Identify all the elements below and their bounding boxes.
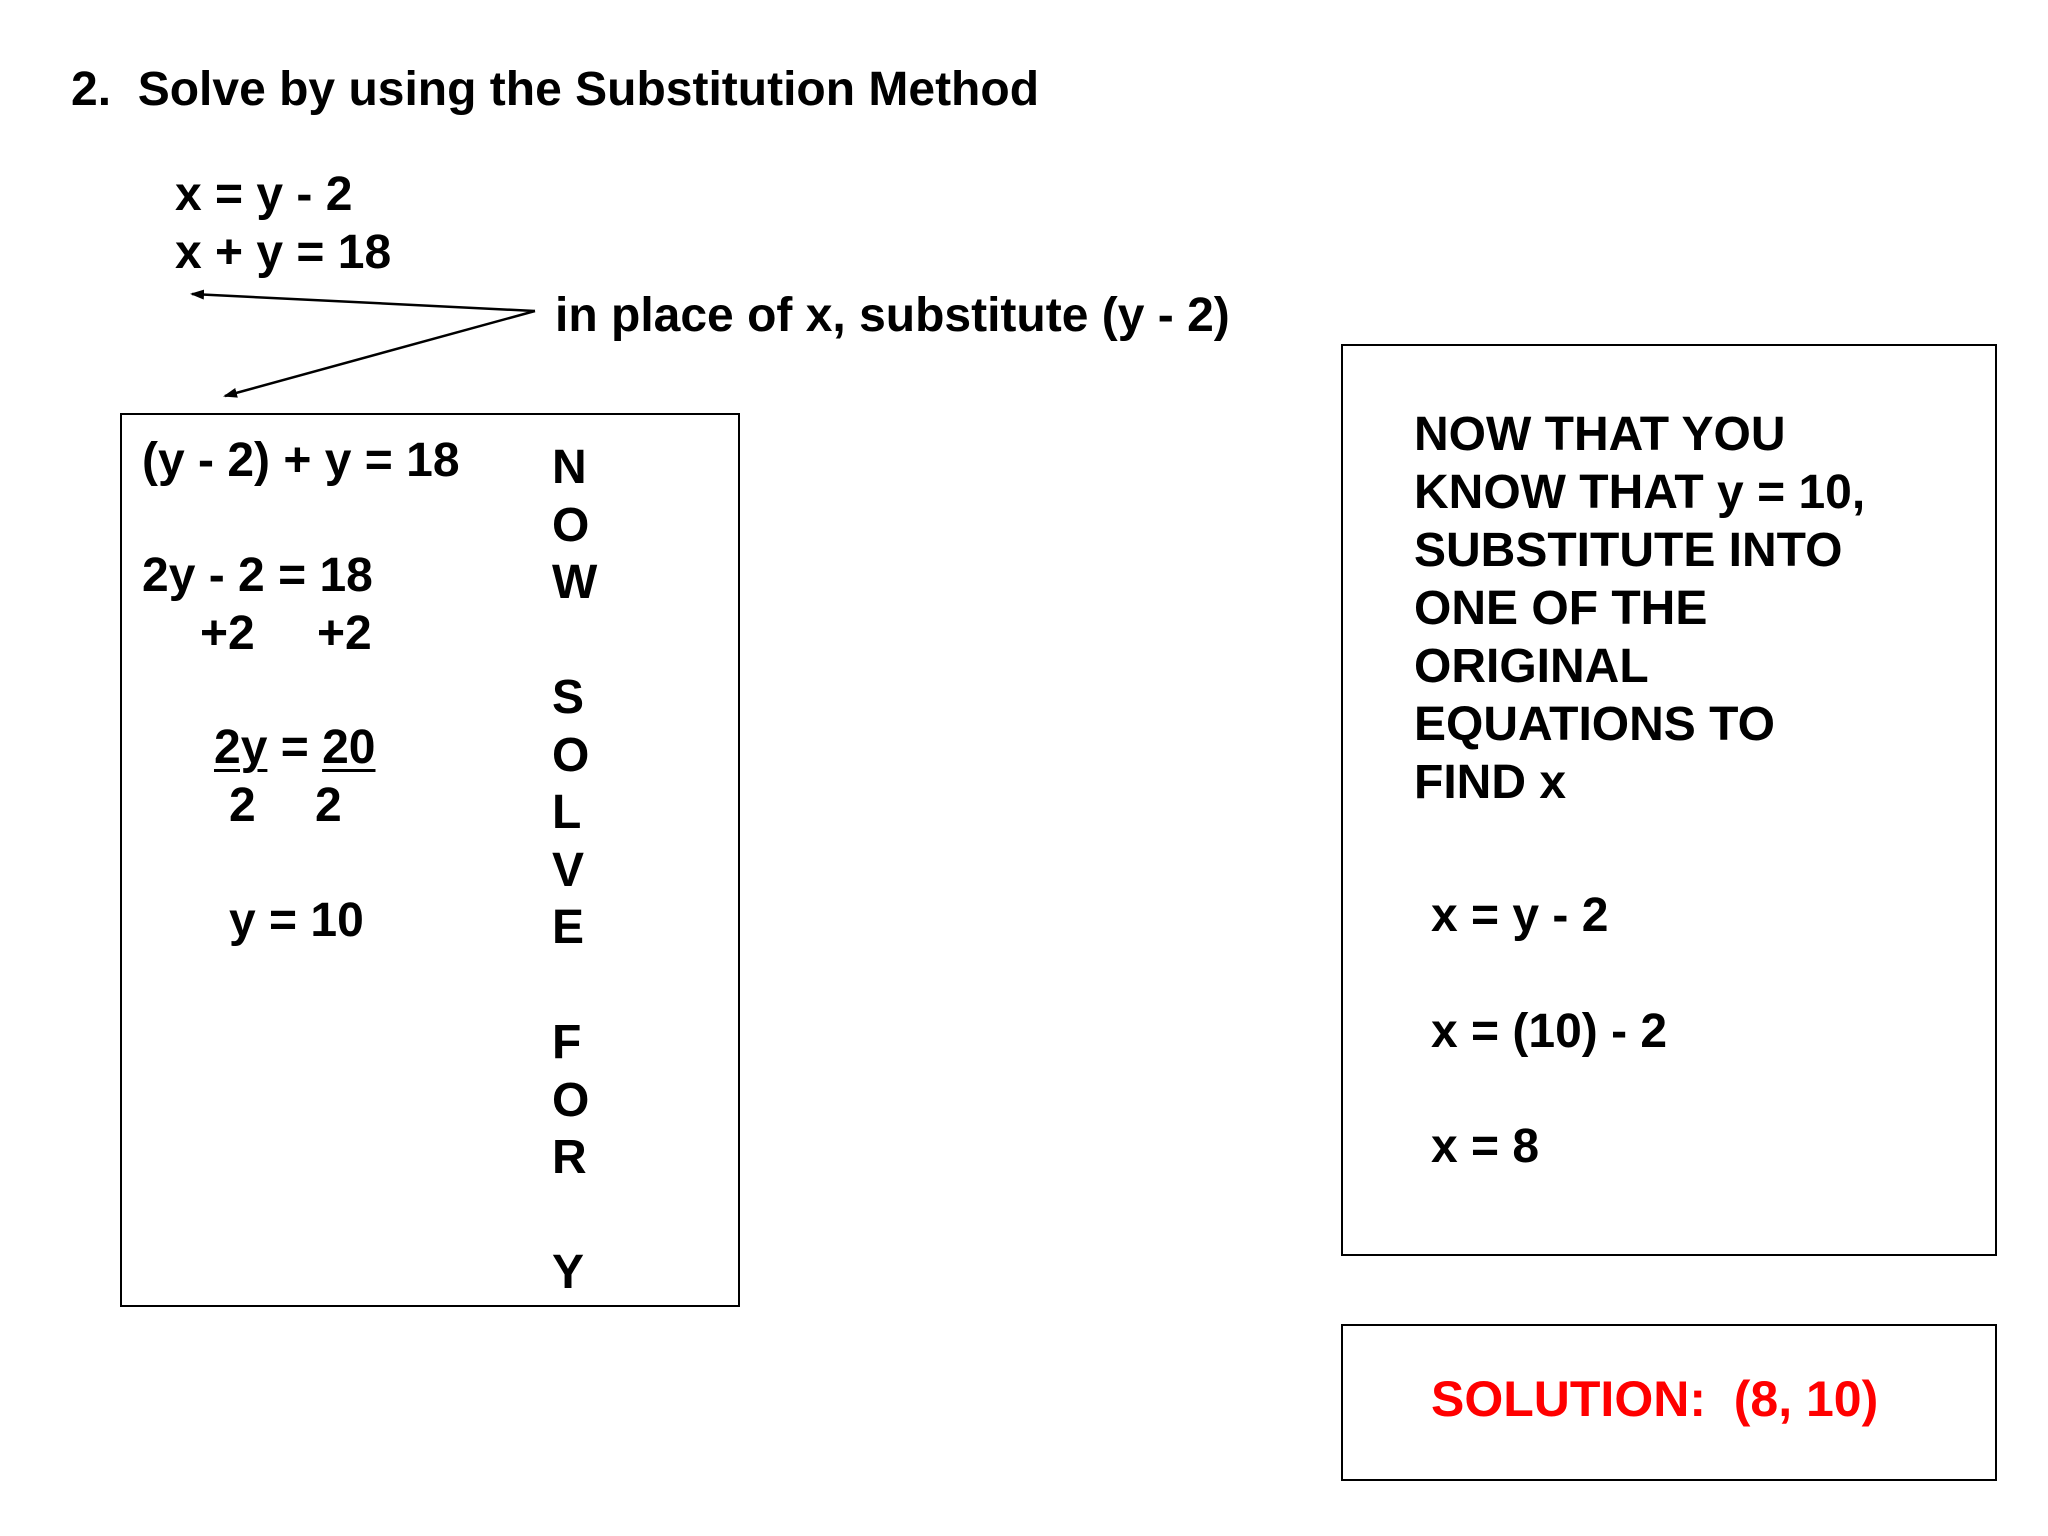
work-step-3-right: +2 — [317, 607, 372, 660]
next-step-line-1: x = y - 2 — [1431, 889, 1609, 942]
work-step-4-denominator-left: 2 — [229, 779, 256, 832]
clipped-char: W — [552, 556, 598, 609]
equals-sign: = — [267, 721, 323, 774]
work-step-5: y = 10 — [229, 894, 364, 947]
solution-text: SOLUTION: (8, 10) — [1431, 1371, 1879, 1427]
numerator-right: 20 — [322, 721, 376, 774]
work-step-4-numerator — [214, 720, 375, 776]
next-step-line-2: x = (10) - 2 — [1431, 1005, 1668, 1058]
work-step-3-left: +2 — [200, 607, 255, 660]
work-step-1: (y - 2) + y = 18 — [142, 434, 460, 487]
arrow-to-equation — [192, 294, 535, 311]
clipped-char: F — [552, 1016, 582, 1069]
work-step-2: 2y - 2 = 18 — [142, 549, 373, 602]
clipped-char: N — [552, 441, 587, 494]
equation-1: x = y - 2 — [175, 168, 353, 221]
clipped-char: L — [552, 786, 582, 839]
clipped-char: V — [552, 844, 585, 897]
work-step-4-denominator-right: 2 — [315, 779, 342, 832]
equation-2: x + y = 18 — [175, 226, 392, 279]
clipped-char: Y — [552, 1246, 585, 1299]
clipped-char: R — [552, 1131, 587, 1184]
solution-box — [1341, 1324, 1997, 1481]
clipped-char: O — [552, 499, 590, 552]
work-box — [120, 413, 740, 1307]
clipped-char: S — [552, 671, 585, 724]
next-step-instruction: NOW THAT YOU KNOW THAT y = 10, SUBSTITUTE INTO ONE OF THE ORIGINAL EQUATIONS TO FIND x — [1414, 408, 1866, 809]
clipped-char: O — [552, 729, 590, 782]
clipped-char: E — [552, 901, 585, 954]
substitution-hint: in place of x, substitute (y - 2) — [555, 289, 1230, 342]
problem-title: 2. Solve by using the Substitution Method — [71, 63, 1040, 116]
clipped-char: O — [552, 1074, 590, 1127]
numerator-left: 2y — [214, 721, 268, 774]
arrow-to-work-box — [225, 311, 535, 396]
next-step-box — [1341, 344, 1997, 1256]
clipped-text-column — [552, 440, 598, 1300]
next-step-line-3: x = 8 — [1431, 1120, 1540, 1173]
